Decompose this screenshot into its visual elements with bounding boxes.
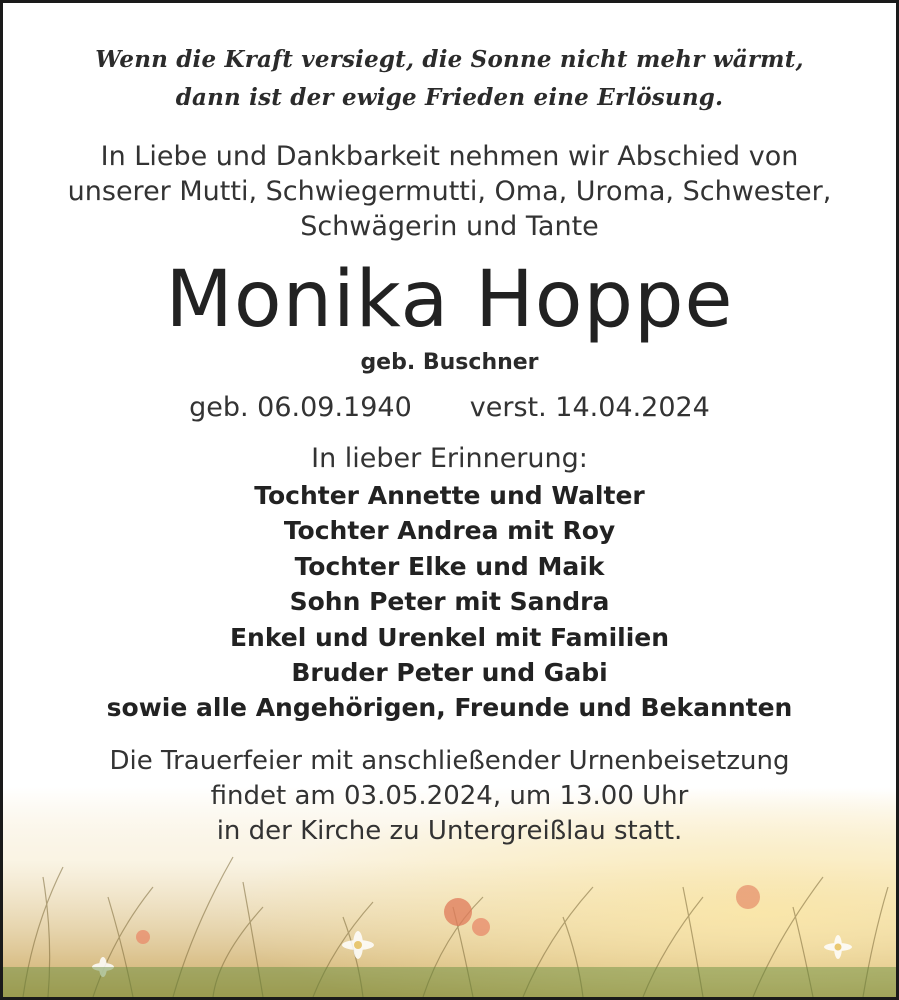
birth-date: geb. 06.09.1940 bbox=[189, 392, 412, 423]
mourner-item: Bruder Peter und Gabi bbox=[291, 658, 608, 688]
funeral-service-info bbox=[3, 744, 896, 849]
mourner-item: sowie alle Angehörigen, Freunde und Bekannten bbox=[106, 693, 793, 723]
service-line: in der Kirche zu Untergreißlau statt. bbox=[216, 815, 683, 846]
death-date: verst. 14.04.2024 bbox=[469, 392, 710, 423]
mourner-item: Sohn Peter mit Sandra bbox=[289, 587, 610, 617]
intro-line: unserer Mutti, Schwiegermutti, Oma, Uroma, Schwester, bbox=[67, 176, 832, 207]
maiden-name: geb. Buschner bbox=[360, 350, 539, 375]
farewell-intro bbox=[3, 139, 896, 244]
mourners-list bbox=[3, 478, 896, 726]
mourner-item: Tochter Andrea mit Roy bbox=[283, 516, 616, 546]
mourner-item: Tochter Annette und Walter bbox=[254, 481, 645, 510]
motto-line: dann ist der ewige Frieden eine Erlösung. bbox=[175, 84, 724, 111]
service-line: Die Trauerfeier mit anschließender Urnenbeisetzung bbox=[109, 745, 790, 776]
memory-heading: In lieber Erinnerung: bbox=[311, 443, 588, 474]
motto-quote bbox=[3, 41, 896, 117]
obituary-content bbox=[3, 3, 896, 849]
mourner-item: Enkel und Urenkel mit Familien bbox=[229, 622, 670, 652]
deceased-name: Monika Hoppe bbox=[165, 255, 734, 345]
intro-line: In Liebe und Dankbarkeit nehmen wir Abschied von bbox=[100, 141, 799, 172]
mourner-item: Tochter Elke und Maik bbox=[294, 551, 605, 581]
motto-line: Wenn die Kraft versiegt, die Sonne nicht mehr wärmt, bbox=[95, 46, 804, 73]
service-line: findet am 03.05.2024, um 13.00 Uhr bbox=[210, 780, 689, 811]
life-dates bbox=[3, 388, 896, 428]
intro-line: Schwägerin und Tante bbox=[300, 211, 599, 242]
